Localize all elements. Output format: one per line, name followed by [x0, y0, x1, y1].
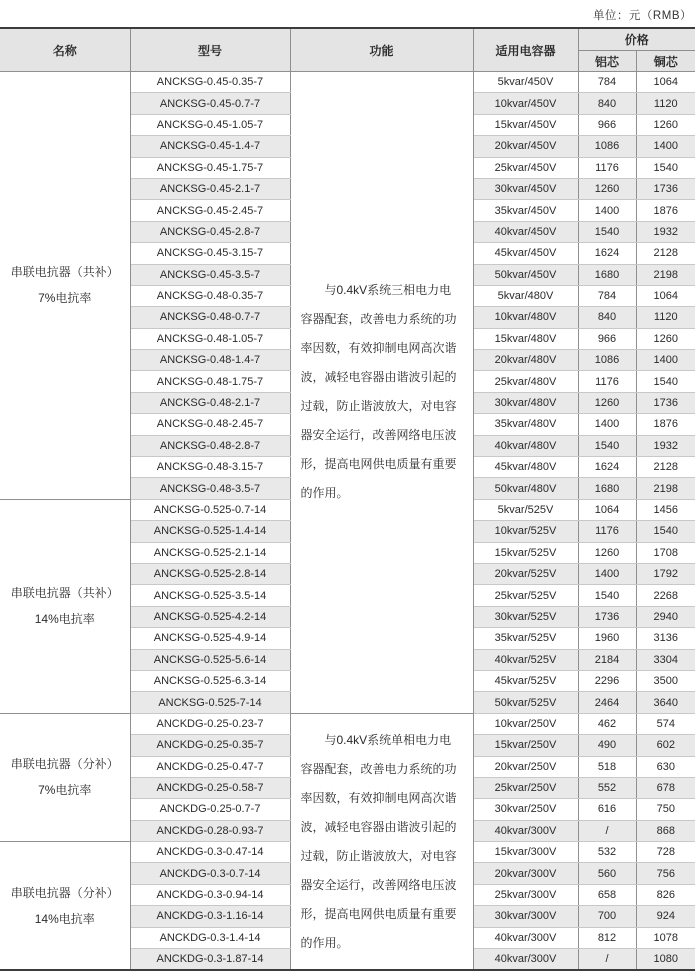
- aluminum-price-cell: 1086: [578, 350, 636, 371]
- copper-price-cell: 1736: [636, 178, 695, 199]
- copper-price-cell: 1260: [636, 114, 695, 135]
- model-cell: ANCKSG-0.525-2.8-14: [130, 563, 290, 584]
- capacitor-cell: 15kvar/450V: [473, 114, 578, 135]
- copper-price-cell: 1120: [636, 93, 695, 114]
- model-cell: ANCKSG-0.45-3.15-7: [130, 243, 290, 264]
- reactance-rate: 14%电抗率: [34, 612, 95, 627]
- model-cell: ANCKSG-0.525-0.7-14: [130, 499, 290, 520]
- copper-price-cell: 826: [636, 884, 695, 905]
- header-model: 型号: [130, 28, 290, 72]
- capacitor-cell: 10kvar/250V: [473, 713, 578, 734]
- table-row: [0, 72, 695, 93]
- capacitor-cell: 10kvar/480V: [473, 307, 578, 328]
- reactor-name-cell: [0, 499, 130, 713]
- capacitor-cell: 30kvar/525V: [473, 606, 578, 627]
- model-cell: ANCKSG-0.45-0.35-7: [130, 72, 290, 93]
- header-aluminum-core: 铝芯: [578, 51, 636, 72]
- capacitor-cell: 50kvar/525V: [473, 692, 578, 713]
- header-capacitor: 适用电容器: [473, 28, 578, 72]
- unit-label: 单位：元（RMB）: [592, 10, 692, 22]
- model-cell: ANCKSG-0.525-4.2-14: [130, 606, 290, 627]
- copper-price-cell: 1064: [636, 285, 695, 306]
- function-cell: [290, 713, 473, 970]
- table-body: [0, 72, 695, 971]
- reactor-name: 串联电抗器（共补）: [10, 265, 119, 280]
- capacitor-cell: 45kvar/450V: [473, 243, 578, 264]
- header-row-main: [0, 28, 695, 51]
- copper-price-cell: 2128: [636, 243, 695, 264]
- copper-price-cell: 868: [636, 820, 695, 841]
- copper-price-cell: 1540: [636, 371, 695, 392]
- copper-price-cell: 574: [636, 713, 695, 734]
- capacitor-cell: 50kvar/480V: [473, 478, 578, 499]
- model-cell: ANCKDG-0.3-0.94-14: [130, 884, 290, 905]
- capacitor-cell: 10kvar/525V: [473, 521, 578, 542]
- aluminum-price-cell: 700: [578, 906, 636, 927]
- aluminum-price-cell: /: [578, 820, 636, 841]
- model-cell: ANCKSG-0.48-0.7-7: [130, 307, 290, 328]
- aluminum-price-cell: 1540: [578, 435, 636, 456]
- aluminum-price-cell: 1260: [578, 392, 636, 413]
- aluminum-price-cell: 658: [578, 884, 636, 905]
- copper-price-cell: 1932: [636, 435, 695, 456]
- header-name: 名称: [0, 28, 130, 72]
- model-cell: ANCKDG-0.3-1.87-14: [130, 949, 290, 971]
- model-cell: ANCKSG-0.525-3.5-14: [130, 585, 290, 606]
- aluminum-price-cell: 1680: [578, 264, 636, 285]
- aluminum-price-cell: 840: [578, 93, 636, 114]
- model-cell: ANCKSG-0.525-2.1-14: [130, 542, 290, 563]
- capacitor-cell: 40kvar/525V: [473, 649, 578, 670]
- copper-price-cell: 3500: [636, 670, 695, 691]
- copper-price-cell: 2268: [636, 585, 695, 606]
- model-cell: ANCKDG-0.25-0.58-7: [130, 777, 290, 798]
- aluminum-price-cell: 1680: [578, 478, 636, 499]
- model-cell: ANCKSG-0.48-3.5-7: [130, 478, 290, 499]
- copper-price-cell: 1736: [636, 392, 695, 413]
- capacitor-cell: 5kvar/525V: [473, 499, 578, 520]
- copper-price-cell: 924: [636, 906, 695, 927]
- copper-price-cell: 1400: [636, 350, 695, 371]
- capacitor-cell: 30kvar/300V: [473, 906, 578, 927]
- capacitor-cell: 20kvar/300V: [473, 863, 578, 884]
- copper-price-cell: 1080: [636, 949, 695, 971]
- aluminum-price-cell: 552: [578, 777, 636, 798]
- capacitor-cell: 50kvar/450V: [473, 264, 578, 285]
- copper-price-cell: 1792: [636, 563, 695, 584]
- aluminum-price-cell: 1176: [578, 371, 636, 392]
- capacitor-cell: 40kvar/300V: [473, 949, 578, 971]
- copper-price-cell: 750: [636, 799, 695, 820]
- reactance-rate: 7%电抗率: [38, 783, 92, 798]
- aluminum-price-cell: 1176: [578, 521, 636, 542]
- reactor-name: 串联电抗器（分补）: [10, 885, 119, 900]
- model-cell: ANCKSG-0.48-0.35-7: [130, 285, 290, 306]
- model-cell: ANCKSG-0.525-7-14: [130, 692, 290, 713]
- aluminum-price-cell: 784: [578, 72, 636, 93]
- copper-price-cell: 1120: [636, 307, 695, 328]
- function-text: 与0.4kV系统单相电力电容器配套，改善电力系统的功率因数，有效抑制电网高次谐波，减轻电容器由谐波引起的过载，防止谐波放大，对电容器安全运行，改善网络电压波形，提高电网供电质量有重要的作用。: [300, 732, 457, 950]
- copper-price-cell: 1540: [636, 157, 695, 178]
- capacitor-cell: 10kvar/450V: [473, 93, 578, 114]
- capacitor-cell: 15kvar/480V: [473, 328, 578, 349]
- aluminum-price-cell: 966: [578, 114, 636, 135]
- copper-price-cell: 756: [636, 863, 695, 884]
- capacitor-cell: 20kvar/450V: [473, 136, 578, 157]
- model-cell: ANCKSG-0.45-1.05-7: [130, 114, 290, 135]
- copper-price-cell: 1456: [636, 499, 695, 520]
- model-cell: ANCKSG-0.525-1.4-14: [130, 521, 290, 542]
- model-cell: ANCKSG-0.45-2.1-7: [130, 178, 290, 199]
- reactor-name-cell: [0, 72, 130, 500]
- aluminum-price-cell: 784: [578, 285, 636, 306]
- aluminum-price-cell: 616: [578, 799, 636, 820]
- model-cell: ANCKSG-0.48-2.8-7: [130, 435, 290, 456]
- capacitor-cell: 25kvar/525V: [473, 585, 578, 606]
- model-cell: ANCKDG-0.3-0.47-14: [130, 842, 290, 863]
- copper-price-cell: 1064: [636, 72, 695, 93]
- model-cell: ANCKDG-0.25-0.47-7: [130, 756, 290, 777]
- aluminum-price-cell: 840: [578, 307, 636, 328]
- reactor-name-cell: [0, 842, 130, 971]
- copper-price-cell: 3136: [636, 628, 695, 649]
- capacitor-cell: 35kvar/525V: [473, 628, 578, 649]
- reactor-name: 串联电抗器（共补）: [10, 586, 119, 601]
- capacitor-cell: 5kvar/450V: [473, 72, 578, 93]
- function-text: 与0.4kV系统三相电力电容器配套，改善电力系统的功率因数，有效抑制电网高次谐波，减轻电容器由谐波引起的过载，防止谐波放大，对电容器安全运行，改善网络电压波形，提高电网供电质量有重要的作用。: [300, 283, 457, 501]
- capacitor-cell: 45kvar/480V: [473, 457, 578, 478]
- model-cell: ANCKDG-0.3-0.7-14: [130, 863, 290, 884]
- aluminum-price-cell: 490: [578, 735, 636, 756]
- model-cell: ANCKSG-0.48-3.15-7: [130, 457, 290, 478]
- aluminum-price-cell: 2184: [578, 649, 636, 670]
- model-cell: ANCKSG-0.45-3.5-7: [130, 264, 290, 285]
- copper-price-cell: 728: [636, 842, 695, 863]
- copper-price-cell: 3640: [636, 692, 695, 713]
- copper-price-cell: 1260: [636, 328, 695, 349]
- capacitor-cell: 15kvar/250V: [473, 735, 578, 756]
- capacitor-cell: 35kvar/450V: [473, 200, 578, 221]
- model-cell: ANCKDG-0.25-0.35-7: [130, 735, 290, 756]
- aluminum-price-cell: 532: [578, 842, 636, 863]
- capacitor-cell: 20kvar/480V: [473, 350, 578, 371]
- copper-price-cell: 1540: [636, 521, 695, 542]
- aluminum-price-cell: 1960: [578, 628, 636, 649]
- aluminum-price-cell: 1260: [578, 178, 636, 199]
- copper-price-cell: 678: [636, 777, 695, 798]
- copper-price-cell: 1078: [636, 927, 695, 948]
- model-cell: ANCKSG-0.48-1.75-7: [130, 371, 290, 392]
- aluminum-price-cell: 1540: [578, 221, 636, 242]
- capacitor-cell: 25kvar/300V: [473, 884, 578, 905]
- model-cell: ANCKSG-0.45-2.45-7: [130, 200, 290, 221]
- aluminum-price-cell: 812: [578, 927, 636, 948]
- copper-price-cell: 1876: [636, 200, 695, 221]
- capacitor-cell: 25kvar/480V: [473, 371, 578, 392]
- model-cell: ANCKDG-0.3-1.16-14: [130, 906, 290, 927]
- header-price: 价格: [578, 28, 695, 51]
- aluminum-price-cell: 1400: [578, 200, 636, 221]
- model-cell: ANCKSG-0.525-4.9-14: [130, 628, 290, 649]
- capacitor-cell: 30kvar/250V: [473, 799, 578, 820]
- model-cell: ANCKDG-0.3-1.4-14: [130, 927, 290, 948]
- copper-price-cell: 1932: [636, 221, 695, 242]
- capacitor-cell: 30kvar/450V: [473, 178, 578, 199]
- reactor-name: 串联电抗器（分补）: [10, 757, 119, 772]
- capacitor-cell: 5kvar/480V: [473, 285, 578, 306]
- model-cell: ANCKSG-0.45-1.4-7: [130, 136, 290, 157]
- aluminum-price-cell: 560: [578, 863, 636, 884]
- capacitor-cell: 40kvar/450V: [473, 221, 578, 242]
- capacitor-cell: 20kvar/525V: [473, 563, 578, 584]
- table-row: [0, 713, 695, 734]
- copper-price-cell: 1400: [636, 136, 695, 157]
- copper-price-cell: 2198: [636, 264, 695, 285]
- model-cell: ANCKSG-0.48-1.05-7: [130, 328, 290, 349]
- aluminum-price-cell: 1540: [578, 585, 636, 606]
- copper-price-cell: 1708: [636, 542, 695, 563]
- model-cell: ANCKSG-0.525-6.3-14: [130, 670, 290, 691]
- capacitor-cell: 35kvar/480V: [473, 414, 578, 435]
- aluminum-price-cell: 1624: [578, 457, 636, 478]
- reactance-rate: 14%电抗率: [34, 911, 95, 926]
- copper-price-cell: 2128: [636, 457, 695, 478]
- capacitor-cell: 40kvar/300V: [473, 927, 578, 948]
- model-cell: ANCKDG-0.28-0.93-7: [130, 820, 290, 841]
- aluminum-price-cell: 518: [578, 756, 636, 777]
- model-cell: ANCKSG-0.45-1.75-7: [130, 157, 290, 178]
- aluminum-price-cell: /: [578, 949, 636, 971]
- model-cell: ANCKSG-0.48-2.1-7: [130, 392, 290, 413]
- aluminum-price-cell: 1086: [578, 136, 636, 157]
- capacitor-cell: 30kvar/480V: [473, 392, 578, 413]
- model-cell: ANCKDG-0.25-0.7-7: [130, 799, 290, 820]
- reactance-rate: 7%电抗率: [38, 291, 92, 306]
- table-header: [0, 28, 695, 72]
- copper-price-cell: 602: [636, 735, 695, 756]
- aluminum-price-cell: 1176: [578, 157, 636, 178]
- aluminum-price-cell: 1736: [578, 606, 636, 627]
- copper-price-cell: 2940: [636, 606, 695, 627]
- capacitor-cell: 40kvar/300V: [473, 820, 578, 841]
- model-cell: ANCKSG-0.45-2.8-7: [130, 221, 290, 242]
- header-copper-core: 铜芯: [636, 51, 695, 72]
- capacitor-cell: 40kvar/480V: [473, 435, 578, 456]
- model-cell: ANCKSG-0.48-1.4-7: [130, 350, 290, 371]
- function-cell: [290, 72, 473, 714]
- copper-price-cell: 1876: [636, 414, 695, 435]
- reactor-price-table: [0, 27, 695, 971]
- copper-price-cell: 630: [636, 756, 695, 777]
- header-function: 功能: [290, 28, 473, 72]
- model-cell: ANCKSG-0.45-0.7-7: [130, 93, 290, 114]
- aluminum-price-cell: 2464: [578, 692, 636, 713]
- capacitor-cell: 45kvar/525V: [473, 670, 578, 691]
- aluminum-price-cell: 462: [578, 713, 636, 734]
- capacitor-cell: 15kvar/300V: [473, 842, 578, 863]
- capacitor-cell: 25kvar/250V: [473, 777, 578, 798]
- copper-price-cell: 2198: [636, 478, 695, 499]
- aluminum-price-cell: 1064: [578, 499, 636, 520]
- capacitor-cell: 20kvar/250V: [473, 756, 578, 777]
- reactor-name-cell: [0, 713, 130, 841]
- model-cell: ANCKDG-0.25-0.23-7: [130, 713, 290, 734]
- aluminum-price-cell: 1624: [578, 243, 636, 264]
- model-cell: ANCKSG-0.48-2.45-7: [130, 414, 290, 435]
- capacitor-cell: 25kvar/450V: [473, 157, 578, 178]
- aluminum-price-cell: 966: [578, 328, 636, 349]
- aluminum-price-cell: 1400: [578, 414, 636, 435]
- model-cell: ANCKSG-0.525-5.6-14: [130, 649, 290, 670]
- aluminum-price-cell: 1260: [578, 542, 636, 563]
- copper-price-cell: 3304: [636, 649, 695, 670]
- capacitor-cell: 15kvar/525V: [473, 542, 578, 563]
- aluminum-price-cell: 2296: [578, 670, 636, 691]
- aluminum-price-cell: 1400: [578, 563, 636, 584]
